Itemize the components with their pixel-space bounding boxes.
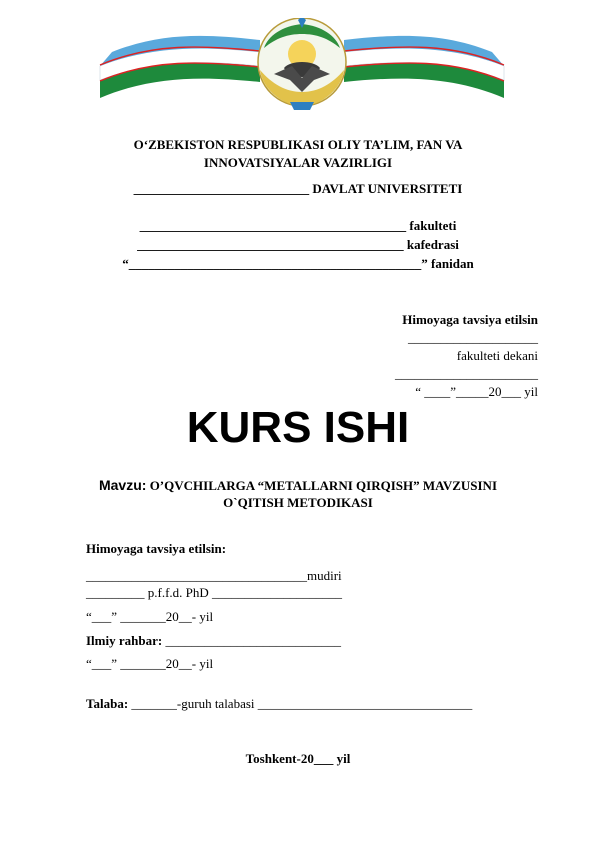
topic-line-2: O`QITISH METODIKASI (223, 495, 373, 510)
ministry-line-2: INNOVATSIYALAR VAZIRLIGI (203, 155, 393, 170)
kafedra-line: _________________________________________ kafedrasi (137, 237, 459, 252)
topic-text-1: O’QVCHILARGA “METALLARNI QIRQISH” MAVZUSINI (146, 478, 498, 493)
approval-blank-1: ____________________ (408, 330, 538, 345)
approval-blank-2: ______________________ (395, 366, 538, 381)
approval-date: “ ____”_____20___ yil (415, 384, 538, 399)
supervisor-blank: ___________________________ (162, 633, 341, 648)
supervisor-label: Ilmiy rahbar: (86, 633, 163, 648)
head-line: __________________________________mudiri (86, 568, 342, 583)
date-line-1: “___” _______20__- yil (86, 609, 214, 624)
university-line: ___________________________ DAVLAT UNIVERSITETI (133, 181, 463, 196)
ministry-line-1: O‘ZBEKISTON RESPUBLIKASI OLIY TA’LIM, FAN VA (133, 137, 463, 152)
supervisor-line (86, 633, 341, 649)
approval-title: Himoyaga tavsiya etilsin (402, 312, 538, 327)
topic-label: Mavzu: (98, 477, 147, 493)
right-flag-icon (344, 36, 504, 98)
subject-line: “_____________________________________________” fanidan (122, 256, 474, 271)
topic-line-1 (0, 477, 596, 494)
head-degree-line: _________ p.f.f.d. PhD ____________________ (86, 585, 343, 600)
state-emblem-banner (92, 18, 512, 112)
student-label: Talaba: (86, 696, 129, 711)
defense-label: Himoyaga tavsiya etilsin: (86, 541, 227, 556)
date-line-2: “___” _______20__- yil (86, 656, 214, 671)
page-title: KURS ISHI (186, 403, 410, 452)
student-text: _______-guruh talabasi _________________________________ (128, 696, 473, 711)
student-line (86, 696, 472, 712)
faculty-line: _________________________________________ fakulteti (139, 218, 457, 233)
emblem-icon (258, 18, 346, 110)
dean-label: fakulteti dekani (456, 348, 538, 363)
left-flag-icon (100, 36, 260, 98)
city-year: Toshkent-20___ yil (245, 751, 351, 766)
